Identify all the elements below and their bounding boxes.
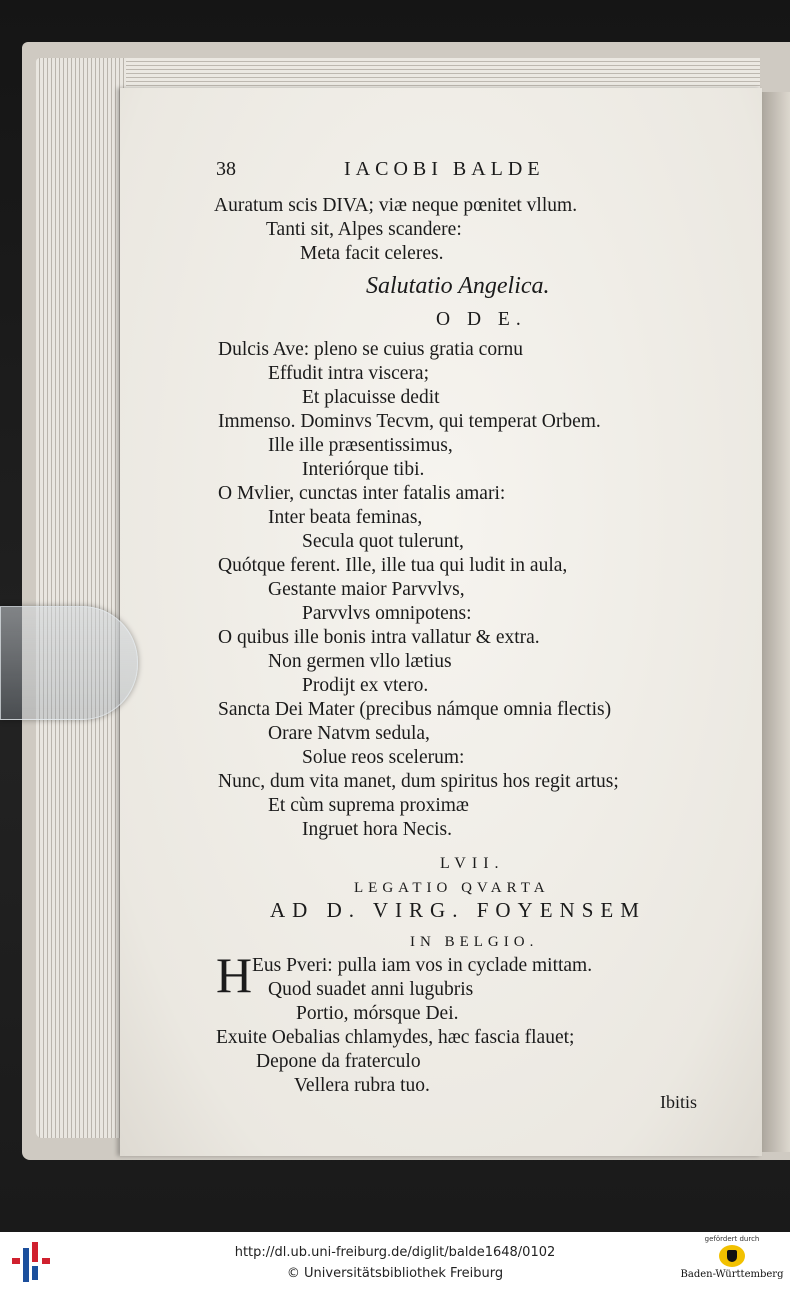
funding-badge <box>680 1235 784 1289</box>
section-subtitle: O D E. <box>436 309 527 330</box>
section-heading-3: IN BELGIO. <box>410 934 539 950</box>
running-title: IACOBI BALDE <box>344 158 545 180</box>
text-line: Nunc, dum vita manet, dum spiritus hos regit artus; <box>218 771 619 792</box>
copyright: © Universitätsbibliothek Freiburg <box>286 1266 504 1281</box>
text-line: Tanti sit, Alpes scandere: <box>266 219 462 240</box>
text-line: Vellera rubra tuo. <box>294 1075 430 1096</box>
text-line: Auratum scis DIVA; viæ neque pœnitet vllum. <box>214 195 578 216</box>
text-line: Parvvlvs omnipotens: <box>302 603 472 624</box>
text-line: O Mvlier, cunctas inter fatalis amari: <box>218 483 506 504</box>
text-line: Orare Natvm sedula, <box>268 723 430 744</box>
text-line: Solue reos scelerum: <box>302 747 465 768</box>
permalink[interactable]: http://dl.ub.uni-freiburg.de/diglit/balde1648/0102 <box>234 1245 556 1260</box>
coat-of-arms-icon <box>719 1245 745 1267</box>
text-line: Quod suadet anni lugubris <box>268 979 474 1000</box>
text-line: Non germen vllo lætius <box>268 651 452 672</box>
page-clamp <box>0 606 138 720</box>
section-heading-1: LEGATIO QVARTA <box>354 880 550 896</box>
section-heading-2: AD D. VIRG. FOYENSEM <box>270 898 646 922</box>
text-line: Inter beata feminas, <box>268 507 423 528</box>
text-line: Et placuisse dedit <box>302 387 440 408</box>
text-line: O quibus ille bonis intra vallatur & extra. <box>218 627 540 648</box>
text-line: Meta facit celeres. <box>300 243 444 264</box>
text-line: Quótque ferent. Ille, ille tua qui ludit in aula, <box>218 555 568 576</box>
funding-name: Baden-Württemberg <box>680 1269 784 1280</box>
catchword: Ibitis <box>660 1092 698 1112</box>
footer-bar <box>0 1232 790 1290</box>
section-title: Salutatio Angelica. <box>366 273 550 299</box>
funding-label: gefördert durch <box>704 1235 760 1243</box>
text-line: Sancta Dei Mater (precibus námque omnia flectis) <box>218 699 612 720</box>
text-line: Eus Pveri: pulla iam vos in cyclade mittam. <box>252 955 593 976</box>
drop-capital: H <box>216 947 253 1003</box>
text-line: Et cùm suprema proximæ <box>268 795 469 816</box>
text-line: Ille ille præsentissimus, <box>268 435 453 456</box>
text-line: Portio, mórsque Dei. <box>296 1003 459 1024</box>
text-line: Exuite Oebalias chlamydes, hæc fascia flauet; <box>216 1027 575 1048</box>
text-line: Ingruet hora Necis. <box>302 819 452 840</box>
text-line: Interiórque tibi. <box>302 459 425 480</box>
text-line: Gestante maior Parvvlvs, <box>268 579 465 600</box>
text-line: Dulcis Ave: pleno se cuius gratia cornu <box>218 339 524 360</box>
text-line: Effudit intra viscera; <box>268 363 429 384</box>
text-line: Depone da fraterculo <box>256 1051 421 1072</box>
running-head <box>216 157 545 181</box>
text-line: Secula quot tulerunt, <box>302 531 464 552</box>
text-line: Prodijt ex vtero. <box>302 675 429 696</box>
page-number: 38 <box>216 158 236 180</box>
section-number: LVII. <box>440 855 505 872</box>
text-line: Immenso. Dominvs Tecvm, qui temperat Orbem. <box>218 411 601 432</box>
